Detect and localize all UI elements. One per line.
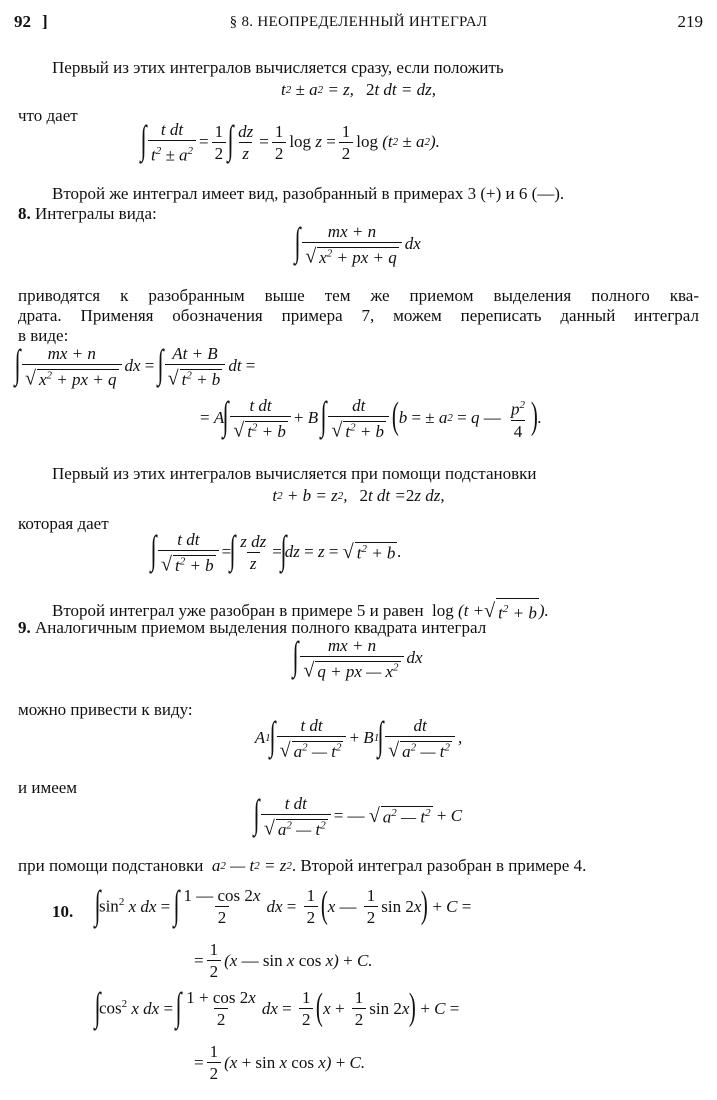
equation-form-9-reduced: A 1 ∫ $\frac{\text{t dt}}{√ a^2 — t^2}$ + B 1 ∫ $\frac{dt}{√ a^2 — t^2}$ ,: [254, 713, 463, 762]
paragraph-5b: драта. Применяя обозначения примера 7, можем переписать данный интеграл: [18, 306, 699, 325]
page-number-bracket: ]: [42, 12, 48, 31]
page-header: [14, 12, 703, 38]
equation-sin-squared-line-1: ∫ $\sin^2$ x dx = ∫ $\frac{1 — \cos 2x}{2}$ dx = $\frac{1}{2}$ ( x — $\frac{1}{2}$ sin 2 x ) + C =: [94, 881, 472, 927]
equation-form-9-result: ∫ $\frac{\text{t dt}}{√ a^2 — t^2}$ = — √ $a^2$ — $t^2$ + C: [253, 791, 463, 840]
paragraph-3: Второй же интеграл имеет вид, разобранный в примерах 3 (+) и 6 (—).: [52, 184, 565, 203]
paragraph-12-formula: a 2 — t 2 = z 2: [207, 856, 292, 875]
paragraph-5c: в виде:: [18, 326, 69, 345]
equation-rewrite-line-2: = A ∫ $\frac{\text{t dt}}{√ t^2 + b}$ + B ∫ $\frac{dt}{√ t^2 + b}$ ( b = ± a 2 = q — $\frac{p^2}{4}$ ) .: [200, 393, 542, 442]
equation-sin-squared-line-2: = $\frac{1}{2}$ (x — sin x cos x) + C.: [194, 940, 373, 981]
page-number-left: 92: [14, 12, 31, 31]
paragraph-12-text-a: при помощи подстановки: [18, 856, 204, 875]
example-10-number: 10.: [52, 902, 74, 921]
equation-sqrt-result: ∫ $\frac{\text{t dt}}{√ t^2 + b}$ = ∫ $\frac{\text{z dz}}{z}$ = ∫ dz = z = √ $t^2 + b$ .: [150, 527, 402, 576]
paragraph-6: Первый из этих интегралов вычисляется при помощи подстановки: [52, 464, 537, 483]
paragraph-12-text-b: . Второй интеграл разобран в примере 4.: [291, 856, 587, 875]
example-9-number: 9.: [18, 618, 31, 637]
example-9-text: Аналогичным приемом выделения полного квадрата интеграл: [35, 618, 487, 637]
paragraph-10: можно привести к виду:: [18, 700, 193, 719]
example-8-number: 8.: [18, 204, 31, 223]
paragraph-12: [18, 856, 586, 876]
paragraph-2: что дает: [18, 106, 78, 125]
paragraph-8-text: Второй интеграл уже разобран в примере 5 и равен: [52, 600, 424, 620]
paragraph-1: Первый из этих интегралов вычисляется сразу, если положить: [52, 58, 504, 77]
equation-log-result: ∫ $\frac{\text{t dt}}{t^2 \pm a^2}$ = $\frac{1}{2}$ ∫ $\frac{dz}{z}$ = $\frac{1}{2}$ log z = $\frac{1}{2}$ log (t 2 ± a 2 ).: [140, 117, 440, 165]
page-number-right: 219: [677, 12, 703, 31]
paragraph-8-formula: log (t + √ $t^2 + b$ ).: [432, 599, 549, 623]
paragraph-7: которая дает: [18, 514, 109, 533]
equation-substitution-1: t 2 ± a 2 = z, 2 t dt = dz,: [281, 80, 436, 99]
equation-substitution-2: t 2 + b = z 2 , 2 t dt = 2 z dz,: [272, 486, 445, 505]
paragraph-11: и имеем: [18, 778, 78, 797]
equation-cos-squared-line-2: = $\frac{1}{2}$ (x + sin x cos x) + C.: [194, 1042, 366, 1083]
paragraph-5a: приводятся к разобранным выше тем же приемом выделения полного ква-: [18, 286, 699, 305]
example-8-text: Интегралы вида:: [35, 204, 157, 223]
equation-integral-form-8: ∫ $\frac{mx + n}{√ x^2 + px + q}$ dx: [294, 219, 421, 268]
section-title: § 8. НЕОПРЕДЕЛЕННЫЙ ИНТЕГРАЛ: [229, 14, 488, 30]
example-9-heading: [18, 618, 486, 638]
equation-rewrite-line-1: ∫ $\frac{mx + n}{√ x^2 + px + q}$ dx = ∫ $\frac{At + B}{√ t^2 + b}$ dt =: [14, 341, 256, 390]
equation-cos-squared-line-1: ∫ $\cos^2$ x dx = ∫ $\frac{1 + \cos 2x}{2}$ dx = $\frac{1}{2}$ ( x + $\frac{1}{2}$ sin 2 x ) + C =: [94, 983, 460, 1029]
example-8-heading: [18, 204, 157, 224]
equation-integral-form-9: ∫ $\frac{mx + n}{√ q + px — x^2}$ dx: [292, 633, 423, 682]
